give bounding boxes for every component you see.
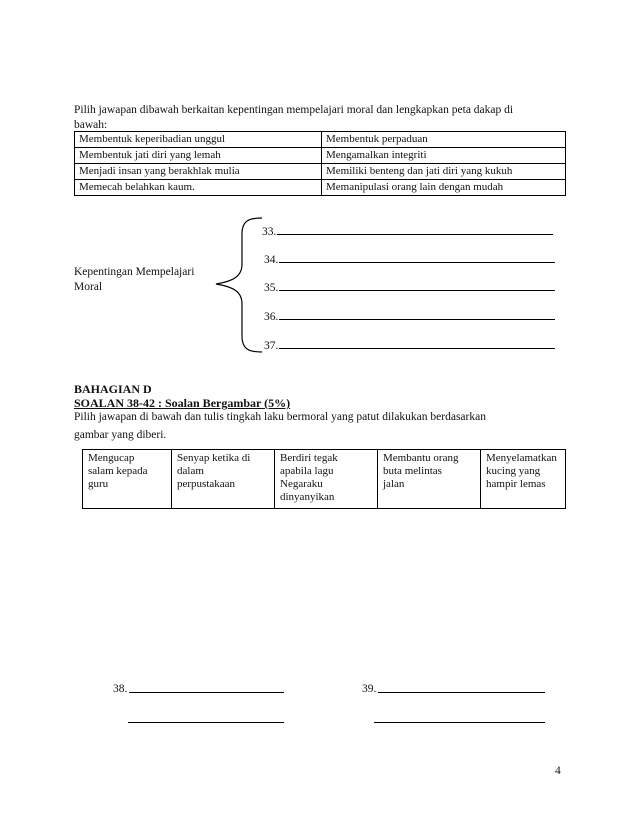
section-heading: BAHAGIAN D — [74, 382, 152, 396]
table-cell: Membentuk jati diri yang lemah — [75, 148, 322, 164]
table-cell: Menjadi insan yang berakhlak mulia — [75, 164, 322, 180]
table-cell: Membentuk perpaduan — [322, 132, 566, 148]
map-label-line-2: Moral — [74, 281, 103, 293]
part-d-instruction — [74, 410, 574, 443]
option-cell: Membantu orang buta melintas jalan — [378, 450, 481, 509]
table-row — [75, 148, 566, 164]
map-item-number: 34. — [264, 254, 279, 266]
map-answer-line[interactable] — [264, 253, 555, 266]
option-cell: Mengucap salam kepada guru — [83, 450, 172, 509]
option-cell: Senyap ketika di dalam perpustakaan — [172, 450, 275, 509]
option-cell: Berdiri tegak apabila lagu Negaraku dinyanyikan — [275, 450, 378, 509]
map-item-number: 35. — [264, 282, 279, 294]
option-cell: Menyelamatkan kucing yang hampir lemas — [481, 450, 566, 509]
table-row — [75, 180, 566, 196]
map-item-number: 33. — [262, 226, 277, 238]
map-answer-line[interactable] — [264, 310, 555, 323]
instruction-line-1: Pilih jawapan di bawah dan tulis tingkah laku bermoral yang patut dilakukan berdasarkan — [74, 411, 486, 423]
map-label — [74, 265, 194, 295]
answer-39-line-2[interactable] — [374, 722, 545, 723]
table-row — [75, 164, 566, 180]
page-number: 4 — [555, 765, 561, 777]
answer-39-line-1[interactable] — [378, 692, 545, 693]
answer-choices-table — [74, 131, 566, 196]
answer-38-line-1[interactable] — [129, 692, 284, 693]
map-item-number: 37. — [264, 340, 279, 352]
part-c-instruction — [74, 103, 574, 133]
table-cell: Mengamalkan integriti — [322, 148, 566, 164]
instruction-line-2: gambar yang diberi. — [74, 429, 167, 441]
answer-38-line-2[interactable] — [128, 722, 284, 723]
table-row — [83, 450, 566, 509]
table-cell: Memiliki benteng dan jati diri yang kukuh — [322, 164, 566, 180]
answer-38-number: 38. — [113, 683, 128, 695]
map-answer-line[interactable] — [264, 281, 555, 294]
table-cell: Memecah belahkan kaum. — [75, 180, 322, 196]
answer-39-number: 39. — [362, 683, 377, 695]
table-cell: Membentuk keperibadian unggul — [75, 132, 322, 148]
map-label-line-1: Kepentingan Mempelajari — [74, 266, 195, 278]
instruction-line-1: Pilih jawapan dibawah berkaitan kepentingan mempelajari moral dan lengkapkan peta dakap di — [74, 104, 514, 116]
table-cell: Memanipulasi orang lain dengan mudah — [322, 180, 566, 196]
picture-options-table — [82, 449, 566, 509]
map-answer-line[interactable] — [264, 339, 555, 352]
section-subheading: SOALAN 38-42 : Soalan Bergambar (5%) — [74, 396, 291, 410]
table-row — [75, 132, 566, 148]
map-answer-line[interactable] — [262, 225, 553, 238]
brace-icon — [210, 214, 266, 356]
map-item-number: 36. — [264, 311, 279, 323]
instruction-line-2: bawah: — [74, 119, 108, 131]
